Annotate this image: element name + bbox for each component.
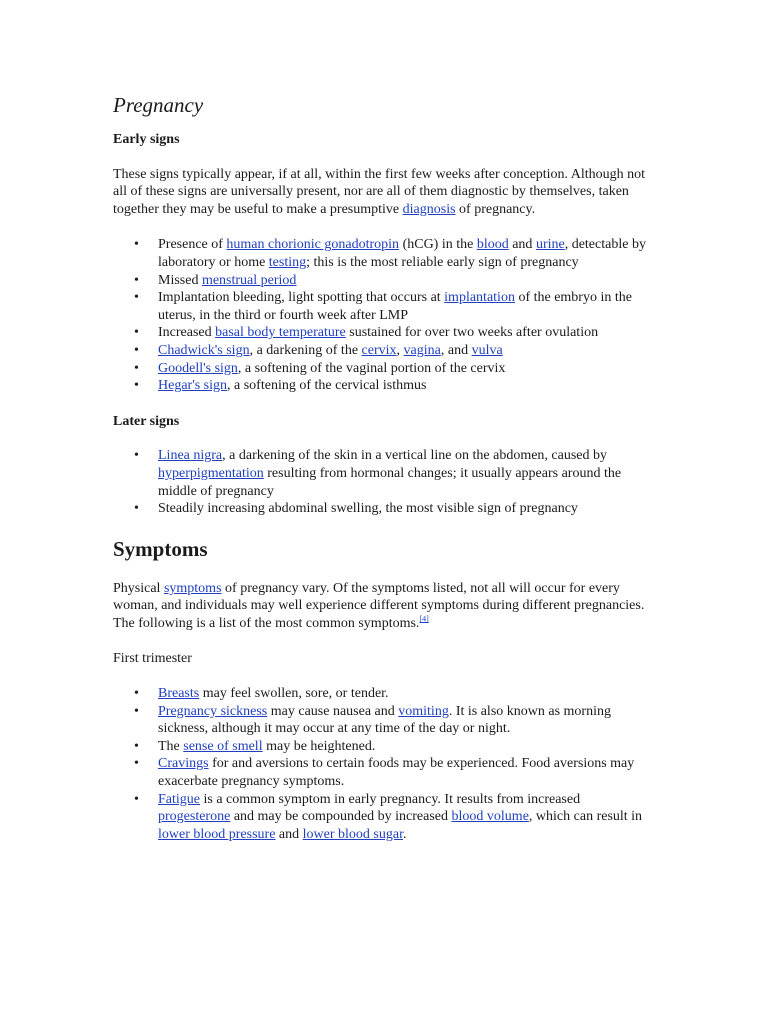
link-hegars-sign[interactable]: Hegar's sign <box>158 378 228 394</box>
list-item <box>158 703 653 738</box>
link-hyperpigmentation[interactable]: hyperpigmentation <box>158 465 264 481</box>
item-text: sustained for over two weeks after ovulation <box>345 325 599 341</box>
item-text: for and aversions to certain foods may be experienced. Food aversions may exacerbate pregnancy symptoms. <box>158 756 635 790</box>
link-chadwicks-sign[interactable]: Chadwick's sign <box>158 342 250 358</box>
item-text: is a common symptom in early pregnancy. It results from increased <box>200 791 581 807</box>
link-progesterone[interactable]: progesterone <box>158 809 231 825</box>
intro-text-end: of pregnancy vary. Of the symptoms listed, not all will occur for every woman, and individuals may well experience different symptoms during different pregnancies. The following is a list of the most common symptoms. <box>113 580 645 631</box>
item-text: Missed <box>158 272 202 288</box>
link-hcg[interactable]: human chorionic gonadotropin <box>226 237 400 253</box>
link-goodells-sign[interactable]: Goodell's sign <box>158 360 238 376</box>
list-item <box>158 377 653 395</box>
item-text: , and <box>440 342 472 358</box>
link-cravings[interactable]: Cravings <box>158 756 209 772</box>
intro-text: These signs typically appear, if at all, within the first few weeks after conception. Although not all of these signs are universally present, nor are all of them diagnostic by themselves, taken together they may be useful to make a presumptive <box>113 166 646 217</box>
symptoms-intro <box>113 580 653 633</box>
item-text: of the embryo in the uterus, in the third or fourth week after LMP <box>158 290 632 323</box>
item-text: resulting from hormonal changes; it usually appears around the middle of pregnancy <box>158 465 622 499</box>
item-text: , which can result in <box>528 809 643 825</box>
list-item <box>158 500 653 518</box>
list-item <box>158 324 653 342</box>
link-cervix[interactable]: cervix <box>361 342 397 358</box>
item-text: The <box>158 738 184 754</box>
link-basal-body-temperature[interactable]: basal body temperature <box>215 325 346 341</box>
item-text: , a softening of the vaginal portion of the cervix <box>237 360 506 376</box>
item-text: and may be compounded by increased <box>230 809 452 825</box>
link-diagnosis[interactable]: diagnosis <box>402 201 456 217</box>
early-signs-list <box>113 236 653 394</box>
link-lower-blood-sugar[interactable]: lower blood sugar <box>302 826 403 842</box>
list-item <box>158 289 653 324</box>
item-text: may be heightened. <box>262 738 376 754</box>
link-menstrual-period[interactable]: menstrual period <box>201 272 297 288</box>
first-trimester-label: First trimester <box>113 651 192 667</box>
link-fatigue[interactable]: Fatigue <box>158 791 200 807</box>
link-symptoms[interactable]: symptoms <box>163 580 222 596</box>
list-item <box>158 342 653 360</box>
item-text: and <box>508 237 536 253</box>
list-item <box>158 447 653 500</box>
first-trimester-list <box>113 685 653 843</box>
item-text: . <box>402 826 407 842</box>
item-text: Implantation bleeding, light spotting that occurs at <box>158 290 445 306</box>
intro-text: Physical <box>113 580 164 596</box>
symptoms-heading: Symptoms <box>113 536 208 561</box>
article-body <box>113 92 653 861</box>
link-breasts[interactable]: Breasts <box>158 686 200 702</box>
item-text: may feel swollen, sore, or tender. <box>199 686 389 702</box>
early-signs-intro <box>113 166 653 219</box>
item-text: , a darkening of the skin in a vertical line on the abdomen, caused by <box>222 448 608 464</box>
list-item <box>158 236 653 271</box>
list-item <box>158 755 653 790</box>
link-blood[interactable]: blood <box>476 237 509 253</box>
later-signs-list <box>113 447 653 517</box>
item-text: may cause nausea and <box>267 703 399 719</box>
link-pregnancy-sickness[interactable]: Pregnancy sickness <box>158 703 268 719</box>
item-text: (hCG) in the <box>399 237 477 253</box>
link-vomiting[interactable]: vomiting <box>398 703 449 719</box>
intro-text-end: of pregnancy. <box>455 201 536 217</box>
item-text: ; this is the most reliable early sign of pregnancy <box>306 254 579 270</box>
item-text: and <box>275 826 303 842</box>
link-sense-of-smell[interactable]: sense of smell <box>183 738 263 754</box>
list-item <box>158 272 653 290</box>
link-blood-volume[interactable]: blood volume <box>451 809 529 825</box>
link-vagina[interactable]: vagina <box>403 342 441 358</box>
link-urine[interactable]: urine <box>535 237 565 253</box>
later-signs-heading: Later signs <box>113 413 180 429</box>
item-text: Presence of <box>158 237 227 253</box>
list-item <box>158 360 653 378</box>
list-item <box>158 738 653 756</box>
link-implantation[interactable]: implantation <box>444 290 515 306</box>
link-linea-nigra[interactable]: Linea nigra <box>158 448 223 464</box>
item-text: , a darkening of the <box>249 342 362 358</box>
list-item <box>158 685 653 703</box>
link-vulva[interactable]: vulva <box>471 342 503 358</box>
item-text: Increased <box>158 325 216 341</box>
item-text: , <box>396 342 404 358</box>
link-testing[interactable]: testing <box>268 254 307 270</box>
list-item <box>158 791 653 844</box>
item-text: Steadily increasing abdominal swelling, the most visible sign of pregnancy <box>158 501 578 517</box>
link-lower-blood-pressure[interactable]: lower blood pressure <box>158 826 276 842</box>
reference-link[interactable]: [4] <box>419 614 429 624</box>
item-text: , a softening of the cervical isthmus <box>227 378 427 394</box>
early-signs-heading: Early signs <box>113 132 180 147</box>
item-text: . It is also known as morning sickness, although it may occur at any time of the day or night. <box>158 703 611 737</box>
page-title: Pregnancy <box>113 93 204 117</box>
item-text: , detectable by laboratory or home <box>158 237 646 270</box>
